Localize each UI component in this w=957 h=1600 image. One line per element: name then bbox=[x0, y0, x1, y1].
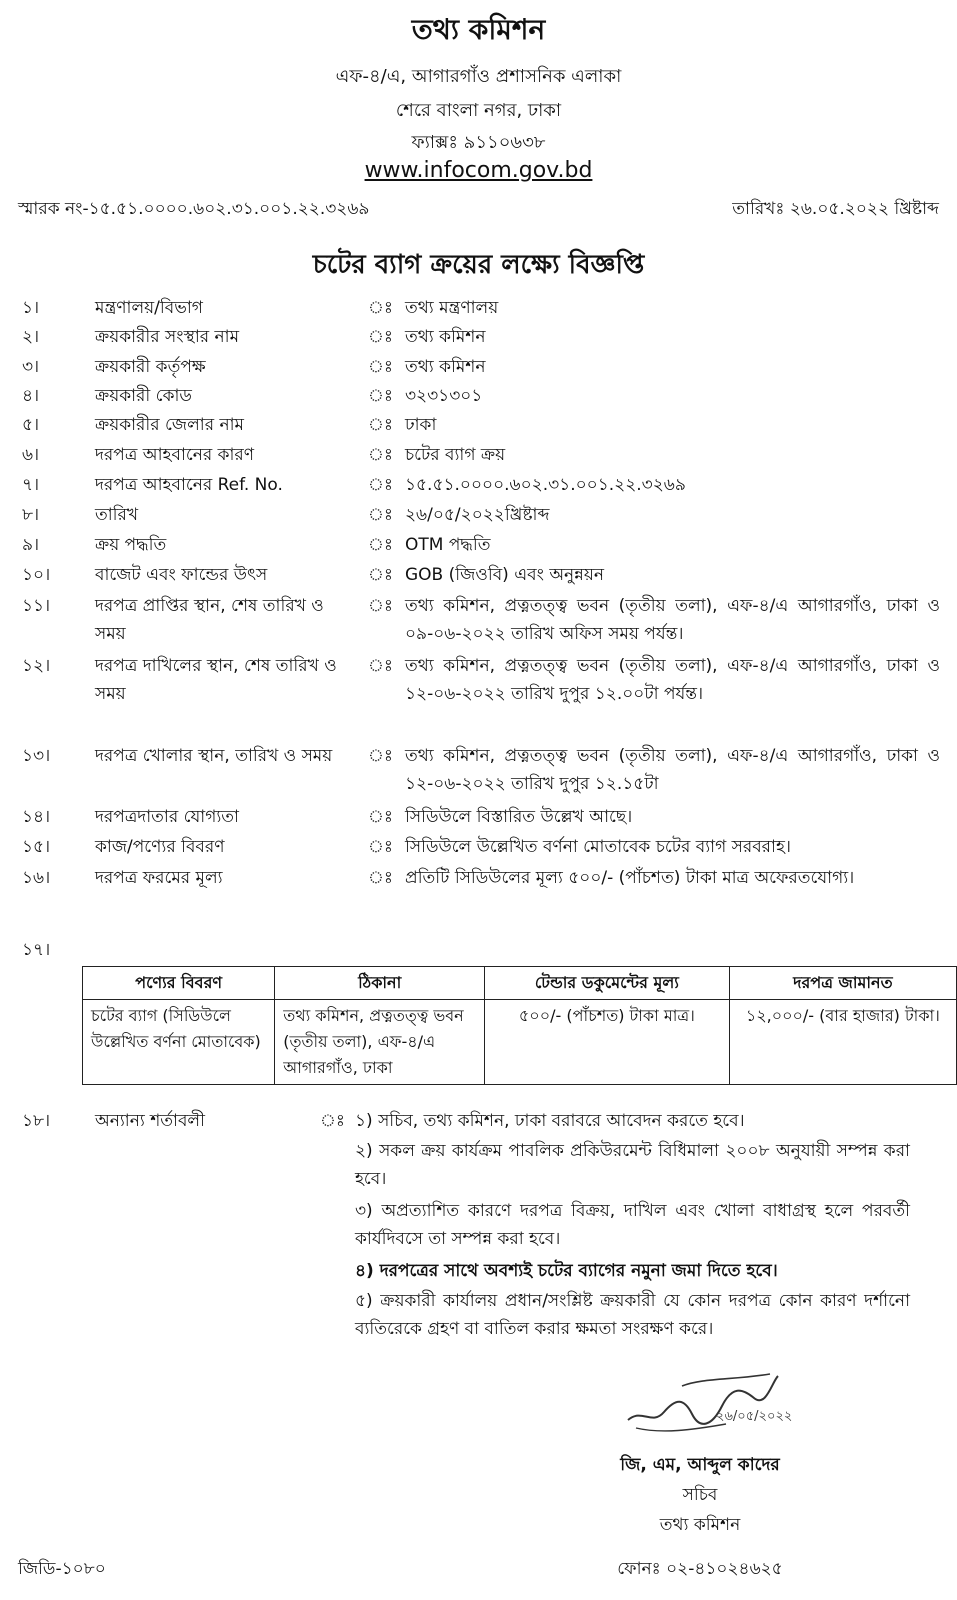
table-header: টেন্ডার ডকুমেন্টের মূল্য bbox=[485, 967, 730, 1000]
memo-date: তারিখঃ ২৬.০৫.২০২২ খ্রিষ্টাব্দ bbox=[732, 199, 939, 219]
item-colon: ঃ bbox=[368, 475, 393, 495]
item-number: ৭। bbox=[22, 475, 40, 495]
item-label: তারিখ bbox=[95, 505, 139, 525]
item-colon: ঃ bbox=[368, 596, 393, 616]
item-value: ঢাকা bbox=[405, 415, 437, 435]
item-number: ৪। bbox=[22, 386, 40, 406]
item-value: তথ্য কমিশন bbox=[405, 327, 486, 347]
table-cell: তথ্য কমিশন, প্রত্নতত্ত্ব ভবন (তৃতীয় তলা), এফ-৪/এ আগারগাঁও, ঢাকা bbox=[275, 1000, 485, 1085]
item-value: তথ্য কমিশন, প্রত্নতত্ত্ব ভবন (তৃতীয় তলা), এফ-৪/এ আগারগাঁও, ঢাকা ও ১২-০৬-২০২২ তারিখ দুপুর ১২.০০টা পর্যন্ত। bbox=[405, 656, 940, 704]
item-colon: ঃ bbox=[368, 868, 393, 888]
website-link[interactable]: www.infocom.gov.bd bbox=[364, 158, 593, 183]
term-5: ৫) ক্রয়কারী কার্যালয় প্রধান/সংশ্লিষ্ট ক্রয়কারী যে কোন দরপত্র কোন কারণ দর্শানো ব্যতিরেকে গ্রহণ বা বাতিল করার ক্ষমতা সংরক্ষণ করে। bbox=[355, 1291, 910, 1339]
item-label: দরপত্র আহবানের কারণ bbox=[95, 445, 255, 465]
item-value: সিডিউলে বিস্তারিত উল্লেখ আছে। bbox=[405, 807, 633, 827]
item-label: দরপত্র ফরমের মূল্য bbox=[95, 868, 223, 888]
item-colon: ঃ bbox=[368, 837, 393, 857]
item-value: সিডিউলে উল্লেখিত বর্ণনা মোতাবেক চটের ব্যাগ সরবরাহ। bbox=[405, 837, 791, 857]
item-number: ১। bbox=[22, 298, 40, 318]
item-value: ২৬/০৫/২০২২খ্রিষ্টাব্দ bbox=[405, 505, 550, 525]
item-value: তথ্য কমিশন, প্রত্নতত্ত্ব ভবন (তৃতীয় তলা), এফ-৪/এ আগারগাঁও, ঢাকা ও ১২-০৬-২০২২ তারিখ দুপুর ১২.১৫টা bbox=[405, 746, 940, 794]
table-header: দরপত্র জামানত bbox=[729, 967, 956, 1000]
item-number: ২। bbox=[22, 327, 40, 347]
fax-line: ফ্যাক্সঃ ৯১১০৬৩৮ bbox=[411, 132, 546, 153]
item-colon: ঃ bbox=[368, 746, 393, 766]
item-number: ১৩। bbox=[22, 746, 51, 766]
table-cell: ৫০০/- (পাঁচশত) টাকা মাত্র। bbox=[485, 1000, 730, 1085]
item-number: ৩। bbox=[22, 357, 40, 377]
item-value: প্রতিটি সিডিউলের মূল্য ৫০০/- (পাঁচশত) টাকা মাত্র অফেরতযোগ্য। bbox=[405, 868, 855, 888]
item-value: GOB (জিওবি) এবং অনুন্নয়ন bbox=[405, 565, 605, 585]
item-value: OTM পদ্ধতি bbox=[405, 535, 491, 555]
item-colon: ঃ bbox=[368, 327, 393, 347]
item-colon: ঃ bbox=[368, 656, 393, 676]
item-label: দরপত্র দাখিলের স্থান, শেষ তারিখ ও সময় bbox=[95, 656, 337, 704]
item-colon: ঃ bbox=[368, 386, 393, 406]
term-4: ৪) দরপত্রের সাথে অবশ্যই চটের ব্যাগের নমুনা জমা দিতে হবে। bbox=[355, 1261, 778, 1281]
item-number: ৮। bbox=[22, 505, 40, 525]
website-line bbox=[0, 158, 957, 183]
item-colon: ঃ bbox=[368, 505, 393, 525]
signatory-phone: ফোনঃ ০২-৪১০২৪৬২৫ bbox=[617, 1559, 783, 1579]
item-colon: ঃ bbox=[368, 535, 393, 555]
item-label: ক্রয়কারী কর্তৃপক্ষ bbox=[95, 357, 206, 377]
item-value: তথ্য কমিশন bbox=[405, 357, 486, 377]
item-value: চটের ব্যাগ ক্রয় bbox=[405, 445, 506, 465]
term-1: ১) সচিব, তথ্য কমিশন, ঢাকা বরাবরে আবেদন করতে হবে। bbox=[355, 1111, 745, 1131]
signatory-name: জি, এম, আব্দুল কাদের bbox=[620, 1455, 780, 1475]
item-colon: ঃ bbox=[368, 565, 393, 585]
item-value: তথ্য মন্ত্রণালয় bbox=[405, 298, 499, 318]
item-number: ৬। bbox=[22, 445, 40, 465]
item-label: বাজেট এবং ফান্ডের উৎস bbox=[95, 565, 268, 585]
address-line-1: এফ-৪/এ, আগারগাঁও প্রশাসনিক এলাকা bbox=[335, 66, 622, 87]
table-row bbox=[83, 1000, 957, 1085]
item-colon: ঃ bbox=[368, 357, 393, 377]
item-number: ১৭। bbox=[22, 940, 51, 960]
table-cell: চটের ব্যাগ (সিডিউলে উল্লেখিত বর্ণনা মোতাবেক) bbox=[83, 1000, 275, 1085]
item-number: ৯। bbox=[22, 535, 40, 555]
item-colon: ঃ bbox=[368, 298, 393, 318]
table-cell: ১২,০০০/- (বার হাজার) টাকা। bbox=[729, 1000, 956, 1085]
item-label: দরপত্র খোলার স্থান, তারিখ ও সময় bbox=[95, 746, 333, 766]
item-label: দরপত্র আহবানের Ref. No. bbox=[95, 475, 283, 495]
item-number: ১৮। bbox=[22, 1111, 51, 1131]
signatory-office: তথ্য কমিশন bbox=[659, 1515, 741, 1535]
item-number: ৫। bbox=[22, 415, 40, 435]
item-value: ১৫.৫১.০০০০.৬০২.৩১.০০১.২২.৩২৬৯ bbox=[405, 475, 686, 495]
term-3: ৩) অপ্রত্যাশিত কারণে দরপত্র বিক্রয়, দাখিল এবং খোলা বাধাগ্রস্থ হলে পরবর্তী কার্যদিবসে তা সম্পন্ন করা হবে। bbox=[355, 1201, 910, 1249]
item-value: তথ্য কমিশন, প্রত্নতত্ত্ব ভবন (তৃতীয় তলা), এফ-৪/এ আগারগাঁও, ঢাকা ও ০৯-০৬-২০২২ তারিখ অফিস সময় পর্যন্ত। bbox=[405, 596, 940, 644]
item-number: ১১। bbox=[22, 596, 51, 616]
gd-number: জিডি-১০৮০ bbox=[18, 1559, 106, 1579]
item-label: দরপত্র প্রাপ্তির স্থান, শেষ তারিখ ও সময় bbox=[95, 596, 324, 644]
signatory-designation: সচিব bbox=[682, 1485, 718, 1505]
item-label: ক্রয় পদ্ধতি bbox=[95, 535, 167, 555]
item-number: ১৫। bbox=[22, 837, 51, 857]
item-colon: ঃ bbox=[368, 807, 393, 827]
signature-date: ২৬/০৫/২০২২ bbox=[716, 1409, 793, 1424]
item-colon: ঃ bbox=[368, 445, 393, 465]
goods-table bbox=[82, 966, 957, 1085]
item-colon: ঃ bbox=[320, 1111, 345, 1131]
table-header: ঠিকানা bbox=[275, 967, 485, 1000]
item-label: দরপত্রদাতার যোগ্যতা bbox=[95, 807, 239, 827]
item-value: ৩২৩১৩০১ bbox=[405, 386, 483, 406]
table-header-row bbox=[83, 967, 957, 1000]
item-label: ক্রয়কারীর জেলার নাম bbox=[95, 415, 244, 435]
memo-row bbox=[18, 196, 939, 224]
item-number: ১৬। bbox=[22, 868, 51, 888]
notice-title: চটের ব্যাগ ক্রয়ের লক্ষ্যে বিজ্ঞপ্তি bbox=[312, 250, 645, 280]
item-label: ক্রয়কারীর সংস্থার নাম bbox=[95, 327, 240, 347]
signature-icon bbox=[622, 1368, 793, 1448]
item-label: অন্যান্য শর্তাবলী bbox=[95, 1111, 205, 1131]
memo-number: স্মারক নং-১৫.৫১.০০০০.৬০২.৩১.০০১.২২.৩২৬৯ bbox=[18, 199, 370, 219]
item-label: মন্ত্রণালয়/বিভাগ bbox=[95, 298, 203, 318]
item-colon: ঃ bbox=[368, 415, 393, 435]
address-line-2: শেরে বাংলা নগর, ঢাকা bbox=[395, 100, 562, 121]
table-header: পণ্যের বিবরণ bbox=[83, 967, 275, 1000]
item-label: ক্রয়কারী কোড bbox=[95, 386, 192, 406]
item-number: ১২। bbox=[22, 656, 51, 676]
item-number: ১০। bbox=[22, 565, 51, 585]
org-title: তথ্য কমিশন bbox=[411, 13, 546, 46]
term-2: ২) সকল ক্রয় কার্যক্রম পাবলিক প্রকিউরমেন্ট বিধিমালা ২০০৮ অনুযায়ী সম্পন্ন করা হবে। bbox=[355, 1141, 910, 1189]
item-number: ১৪। bbox=[22, 807, 51, 827]
item-label: কাজ/পণ্যের বিবরণ bbox=[95, 837, 225, 857]
